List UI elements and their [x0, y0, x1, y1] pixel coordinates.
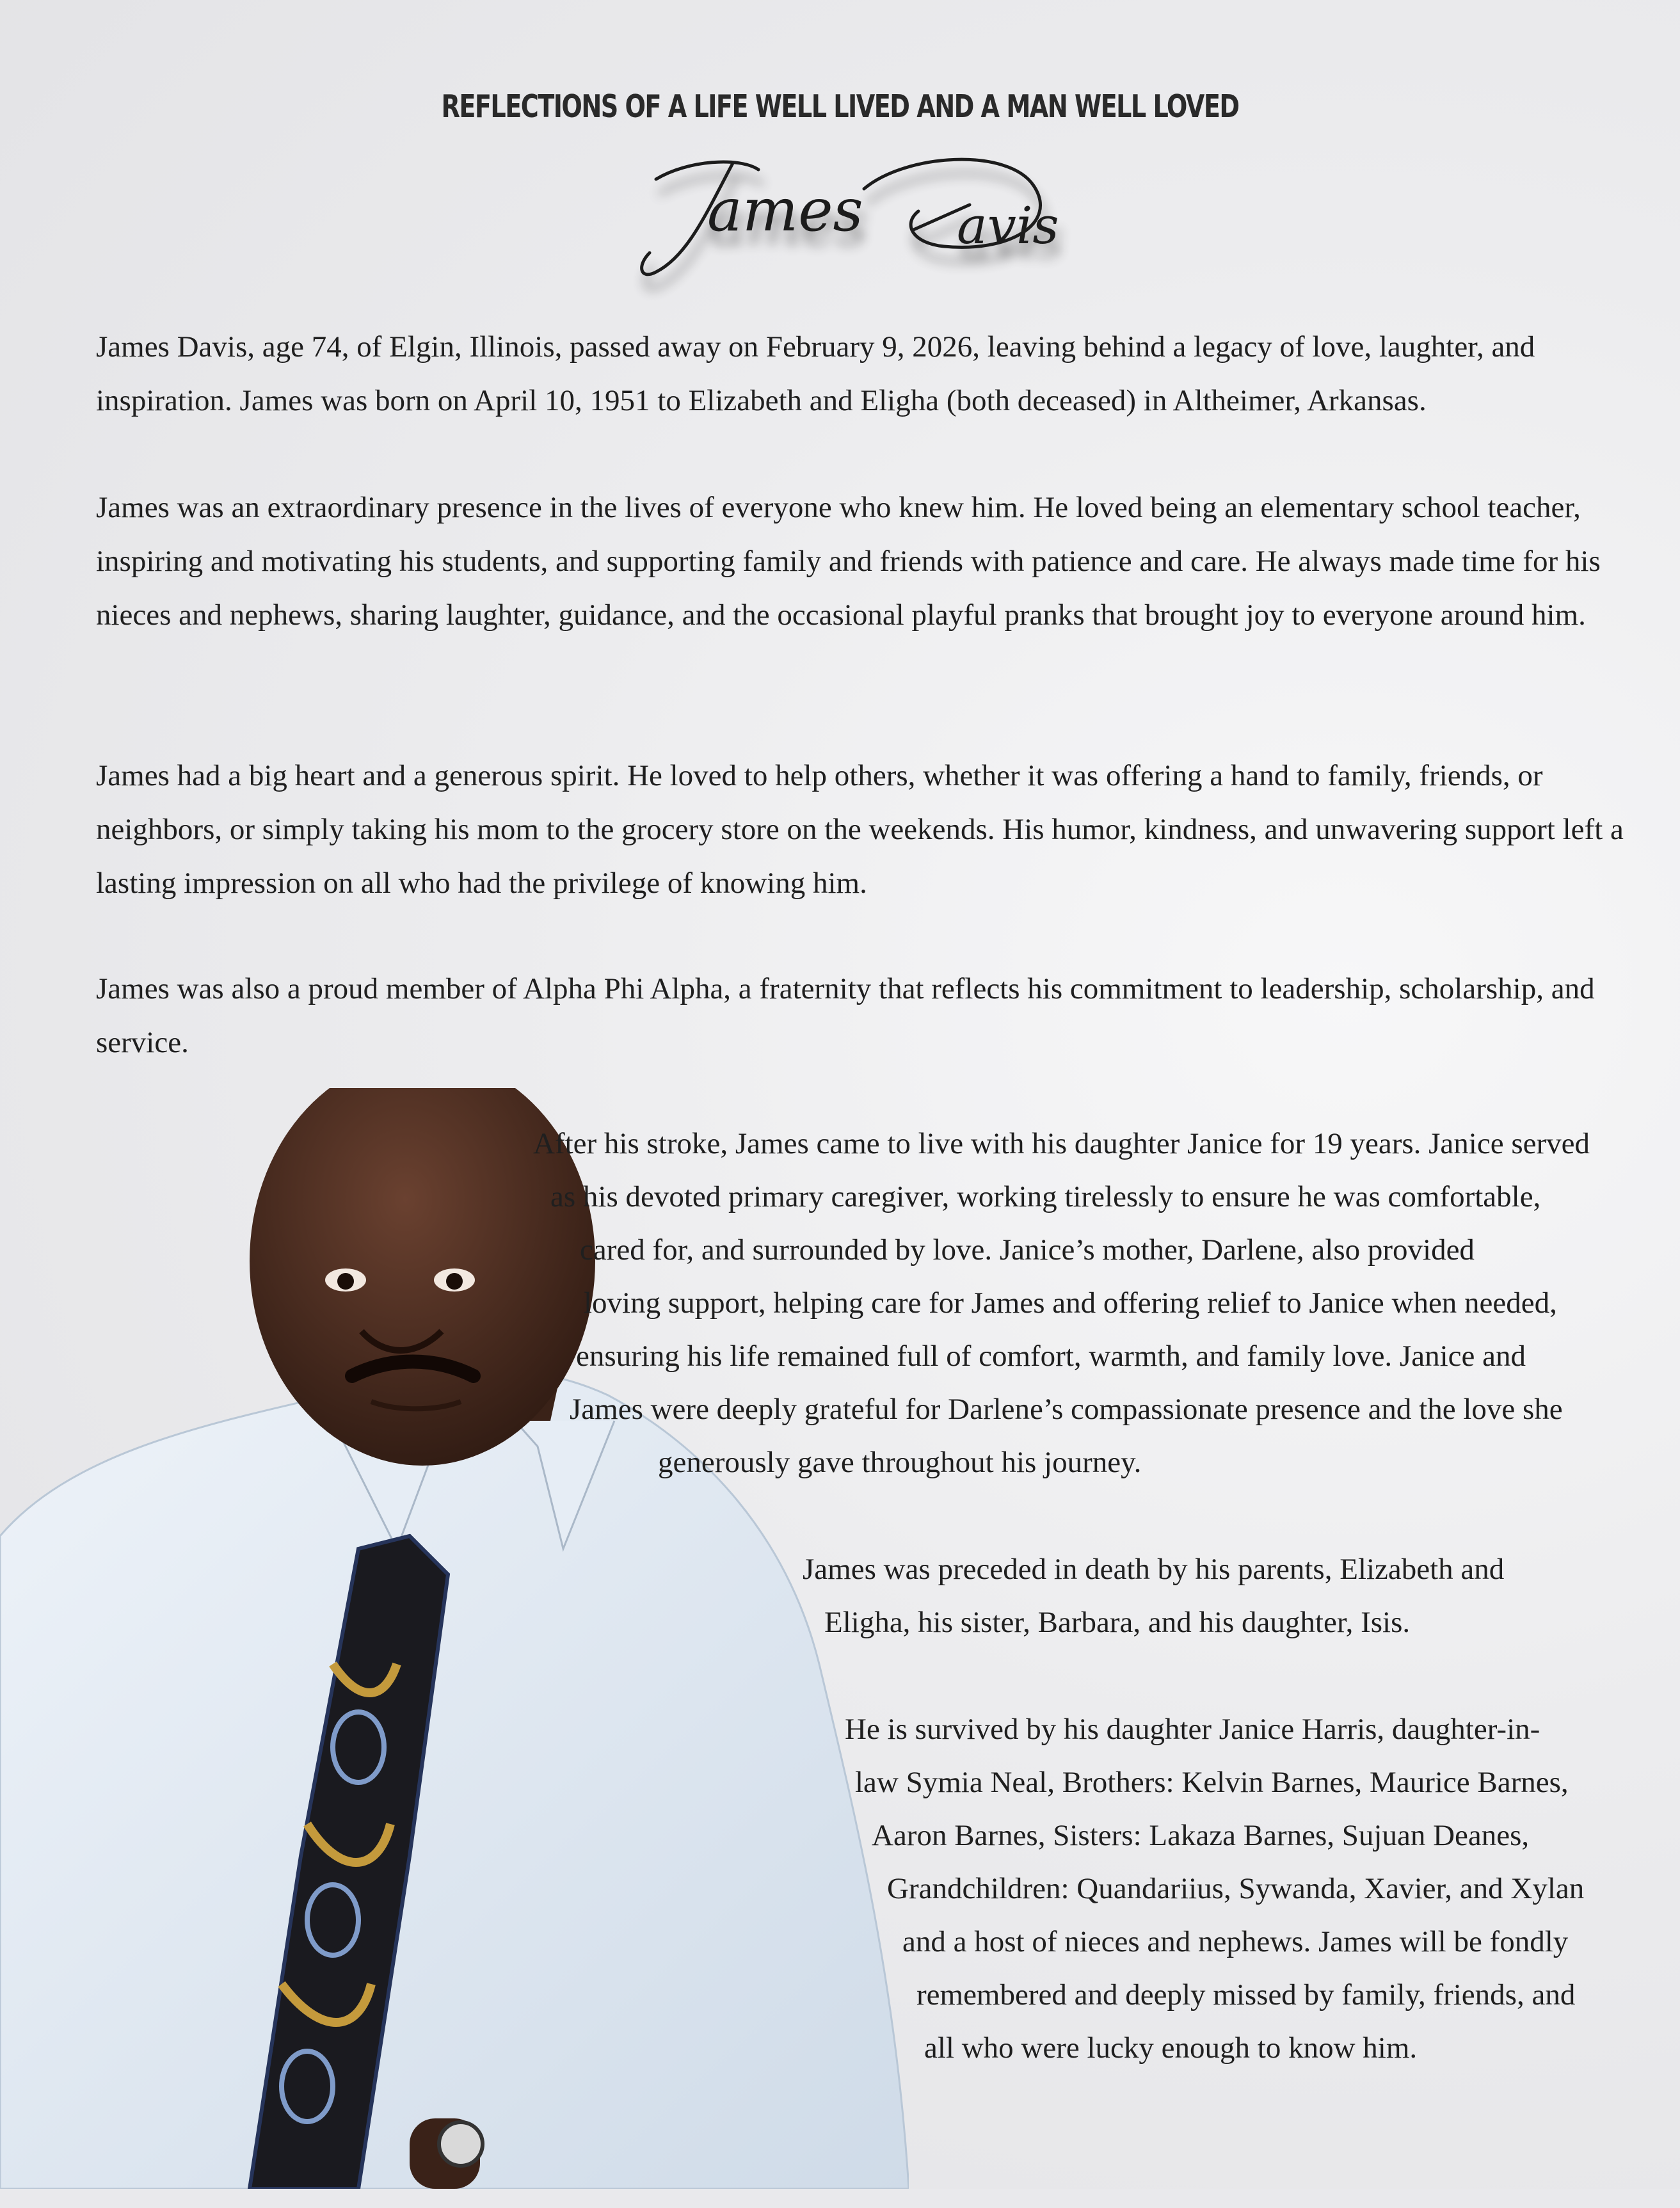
header-kicker: REFLECTIONS OF A LIFE WELL LIVED AND A MAN WELL LOVED — [441, 88, 1239, 125]
stroke-line: loving support, helping care for James and offering relief to Janice when needed, — [584, 1286, 1557, 1320]
stroke-line: After his stroke, James came to live with his daughter Janice for 19 years. Janice served — [533, 1127, 1590, 1160]
svg-text:ames: ames — [707, 176, 863, 244]
paragraph-heart: James had a big heart and a generous spirit. He loved to help others, whether it was offering a hand to family, friends, or neighbors, or simply taking his mom to the grocery store on the weekends. His humor, kindness, and unwavering support left a lasting impression on all who had the privilege of knowing him. — [96, 759, 1624, 900]
signature-logo — [611, 134, 1098, 301]
preceded-line: James was preceded in death by his parents, Elizabeth and — [803, 1553, 1505, 1586]
survived-line: all who were lucky enough to know him. — [924, 2031, 1418, 2065]
svg-text:avis: avis — [957, 196, 1059, 255]
survived-line: remembered and deeply missed by family, friends, and — [916, 1978, 1576, 2012]
stroke-line: James were deeply grateful for Darlene’s compassionate presence and the love she — [570, 1393, 1563, 1426]
stroke-line: ensuring his life remained full of comfort, warmth, and family love. Janice and — [576, 1340, 1526, 1373]
stroke-line: cared for, and surrounded by love. Janice’s mother, Darlene, also provided — [580, 1233, 1475, 1267]
survived-line: Grandchildren: Quandariius, Sywanda, Xavier, and Xylan — [887, 1872, 1585, 1905]
survived-line: and a host of nieces and nephews. James will be fondly — [902, 1925, 1569, 1958]
stroke-line: as his devoted primary caregiver, working tirelessly to ensure he was comfortable, — [550, 1180, 1541, 1213]
stroke-line: generously gave throughout his journey. — [658, 1446, 1142, 1479]
paragraph-fraternity: James was also a proud member of Alpha Phi Alpha, a fraternity that reflects his commitment to leadership, scholarship, and service. — [96, 972, 1595, 1059]
survived-line: Aaron Barnes, Sisters: Lakaza Barnes, Sujuan Deanes, — [872, 1819, 1530, 1852]
paragraph-presence: James was an extraordinary presence in the lives of everyone who knew him. He loved being an elementary school teacher, inspiring and motivating his students, and supporting family and friends with patience and care. He always made time for his nieces and nephews, sharing laughter, guidance, and the occasional playful pranks that brought joy to everyone around him. — [96, 491, 1601, 632]
survived-line: law Symia Neal, Brothers: Kelvin Barnes, Maurice Barnes, — [855, 1766, 1569, 1799]
preceded-line: Eligha, his sister, Barbara, and his daughter, Isis. — [824, 1606, 1411, 1639]
paragraph-intro: James Davis, age 74, of Elgin, Illinois, passed away on February 9, 2026, leaving behind a legacy of love, laughter, and inspiration. James was born on April 10, 1951 to Elizabeth and Eligha (both deceased) in Altheimer, Arkansas. — [96, 330, 1535, 417]
survived-line: He is survived by his daughter Janice Harris, daughter-in- — [845, 1713, 1540, 1746]
bottom-band — [0, 2189, 1680, 2208]
